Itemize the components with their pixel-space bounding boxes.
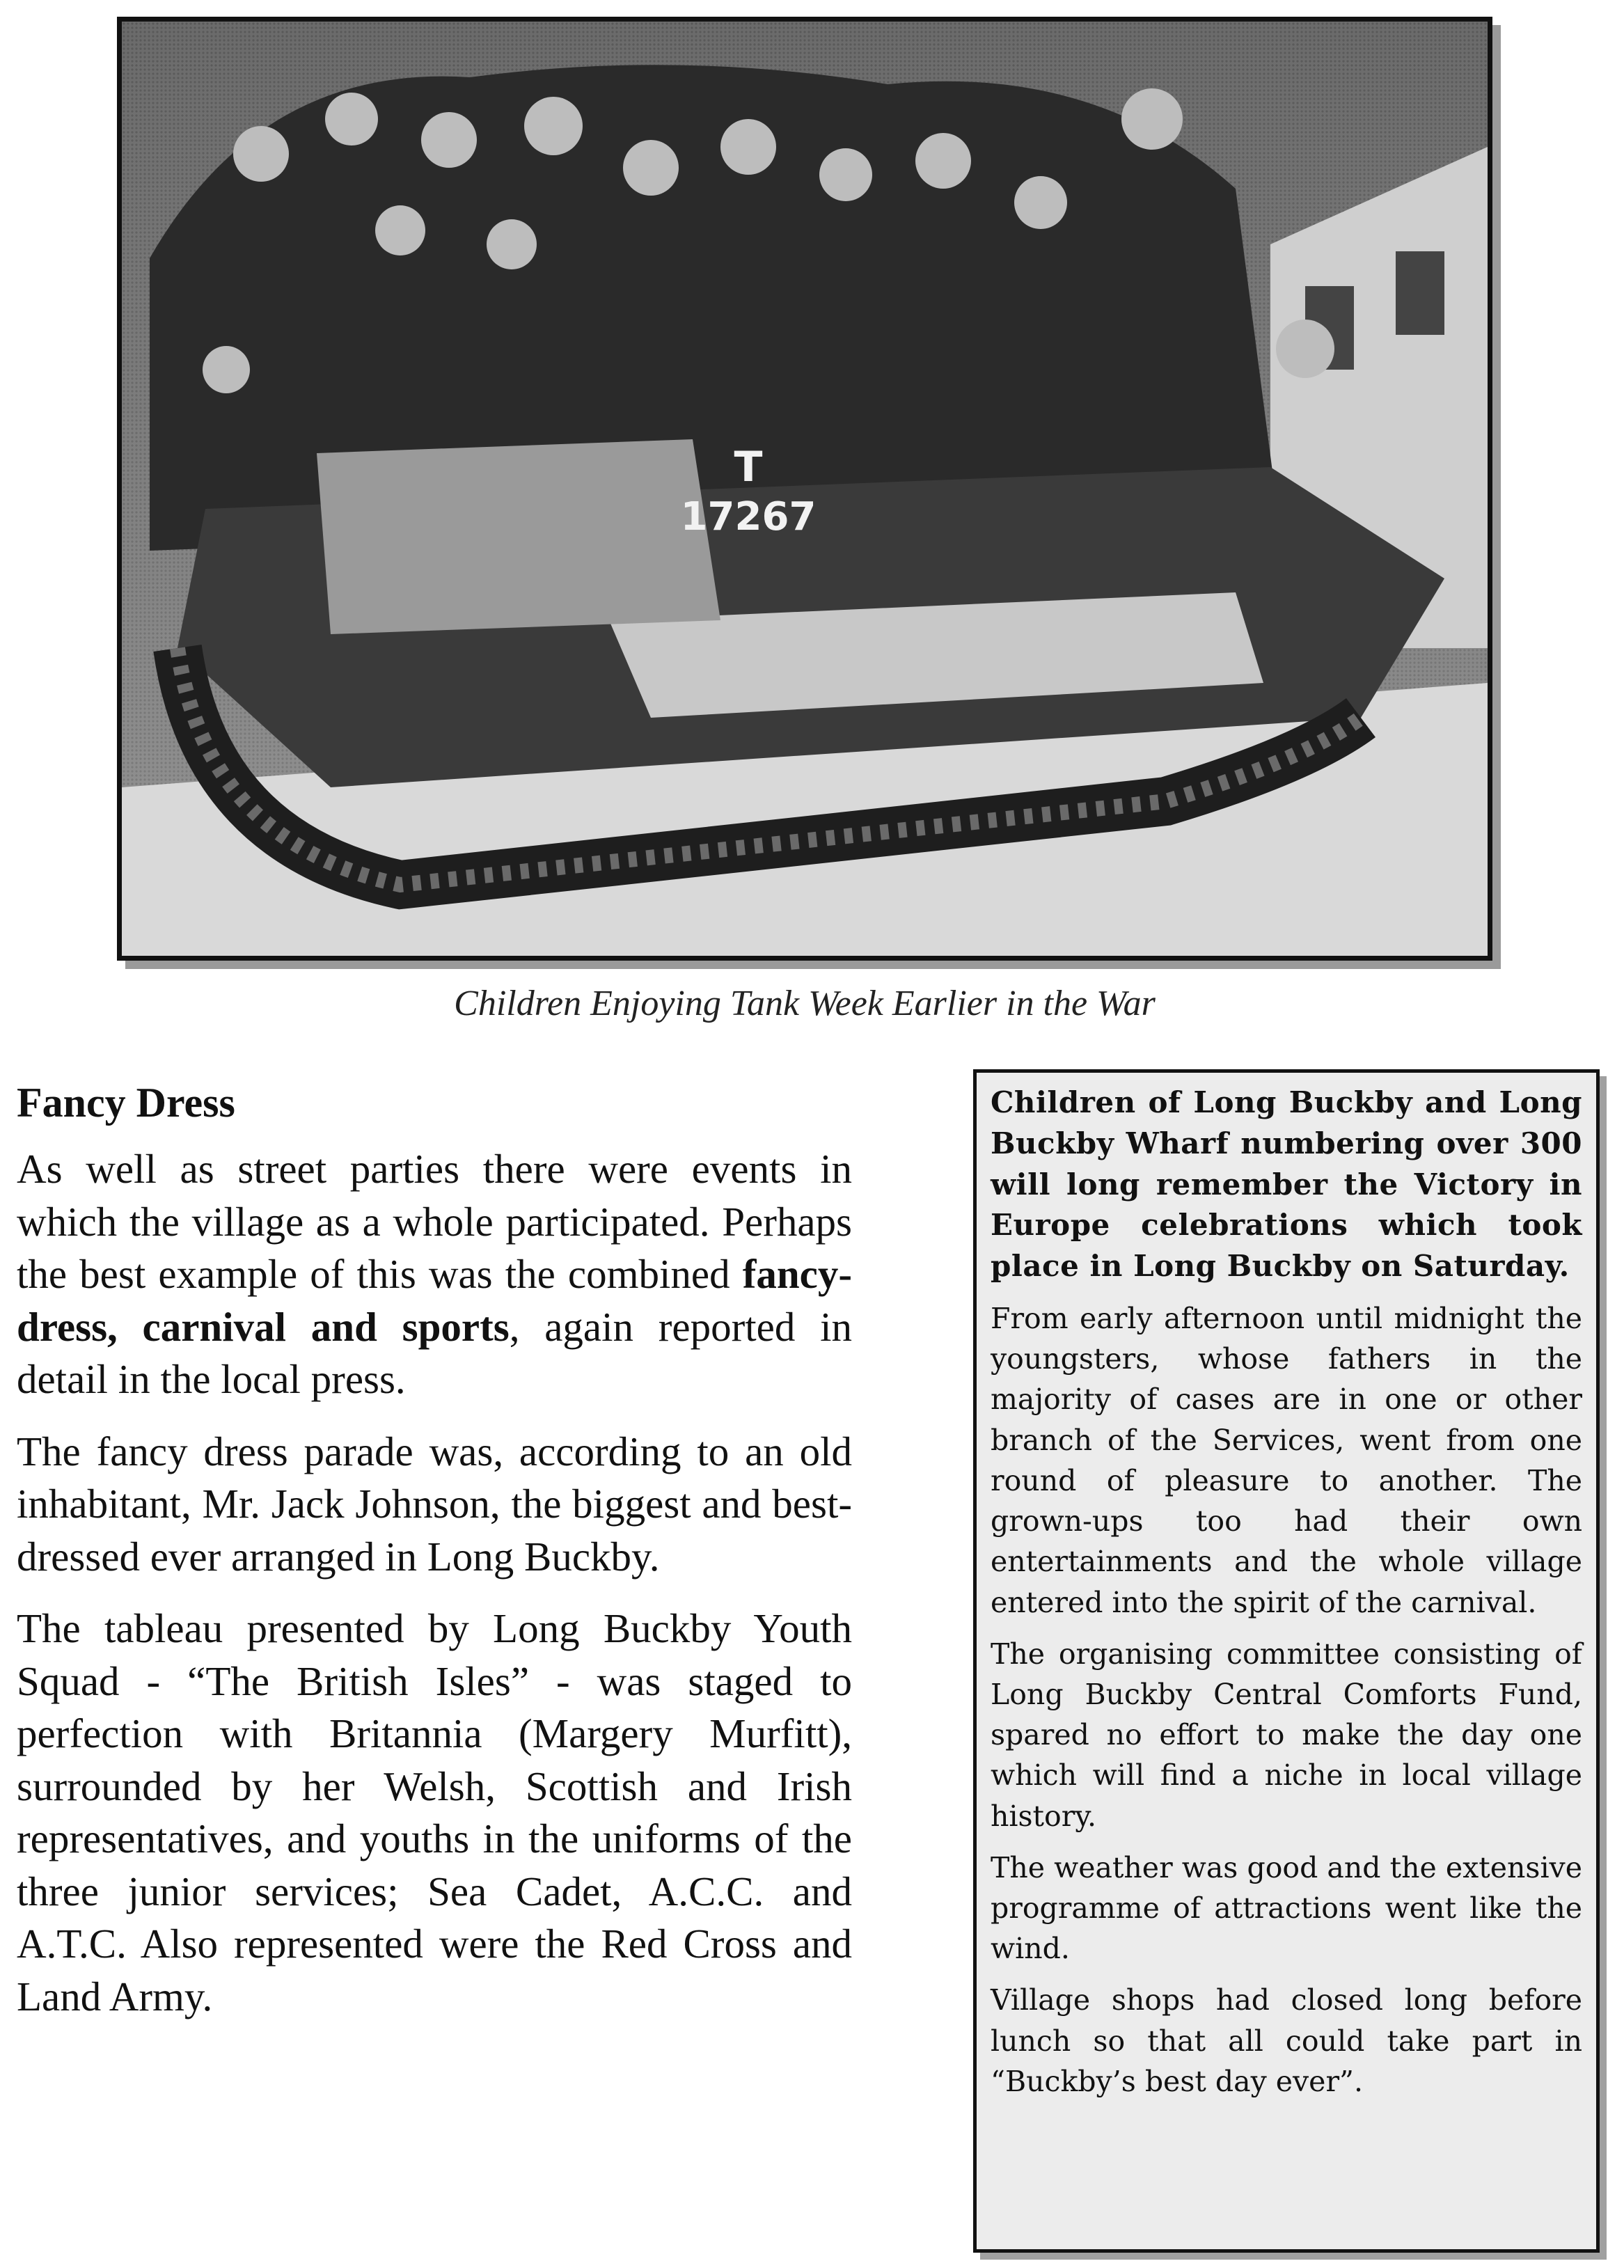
p1-end: , again reported in detail in the local press. — [17, 1303, 852, 1403]
clipping-paragraph-3: The weather was good and the extensive programme of attractions went like the wind. — [991, 1850, 1582, 1966]
article-column — [17, 1078, 852, 2042]
tank-marking: T — [734, 443, 763, 491]
section-heading: Fancy Dress — [17, 1080, 235, 1126]
article-paragraph-2: The fancy dress parade was, according to an old inhabitant, Mr. Jack Johnson, the biggest and best-dressed ever arranged in Long Buckby. — [17, 1428, 852, 1580]
photo-frame — [117, 17, 1492, 961]
p1-bold: fancy-dress, carnival and sports — [17, 1251, 852, 1350]
svg-text:17267: 17267 — [680, 494, 817, 540]
newspaper-clipping — [973, 1069, 1600, 2253]
article-paragraph-1 — [17, 1143, 852, 1406]
clipping-paragraph-1: From early afternoon until midnight the youngsters, whose fathers in the majority of cases are in one or other branch of the Services, went from one round of pleasure to another. The grown-ups too had their own entertainments and the whole village entered into the spirit of the carnival. — [991, 1301, 1582, 1619]
p1-start: As well as street parties there were events in which the village as a whole participated. Perhaps the best example of this was the combined — [17, 1146, 852, 1298]
tank-photo — [122, 22, 1488, 956]
clipping-paragraph-4: Village shops had closed long before lunch so that all could take part in “Buckby’s best day ever”. — [991, 1983, 1582, 2098]
photo-caption: Children Enjoying Tank Week Earlier in the War — [454, 984, 1156, 1023]
clipping-lead: Children of Long Buckby and Long Buckby Wharf numbering over 300 will long remember the Victory in Europe celebrations which took place in Long Buckby on Saturday. — [991, 1085, 1582, 1284]
article-paragraph-3: The tableau presented by Long Buckby Youth Squad - “The British Isles” - was staged to perfection with Britannia (Margery Murfitt), surrounded by her Welsh, Scottish and Irish representatives, and youths in the uniforms of the three junior services; Sea Cadet, A.C.C. and A.T.C. Also represented were the Red Cross and Land Army. — [17, 1605, 852, 2019]
clipping-paragraph-2: The organising committee consisting of Long Buckby Central Comforts Fund, spared no effort to make the day one which will find a niche in local village history. — [991, 1637, 1582, 1833]
